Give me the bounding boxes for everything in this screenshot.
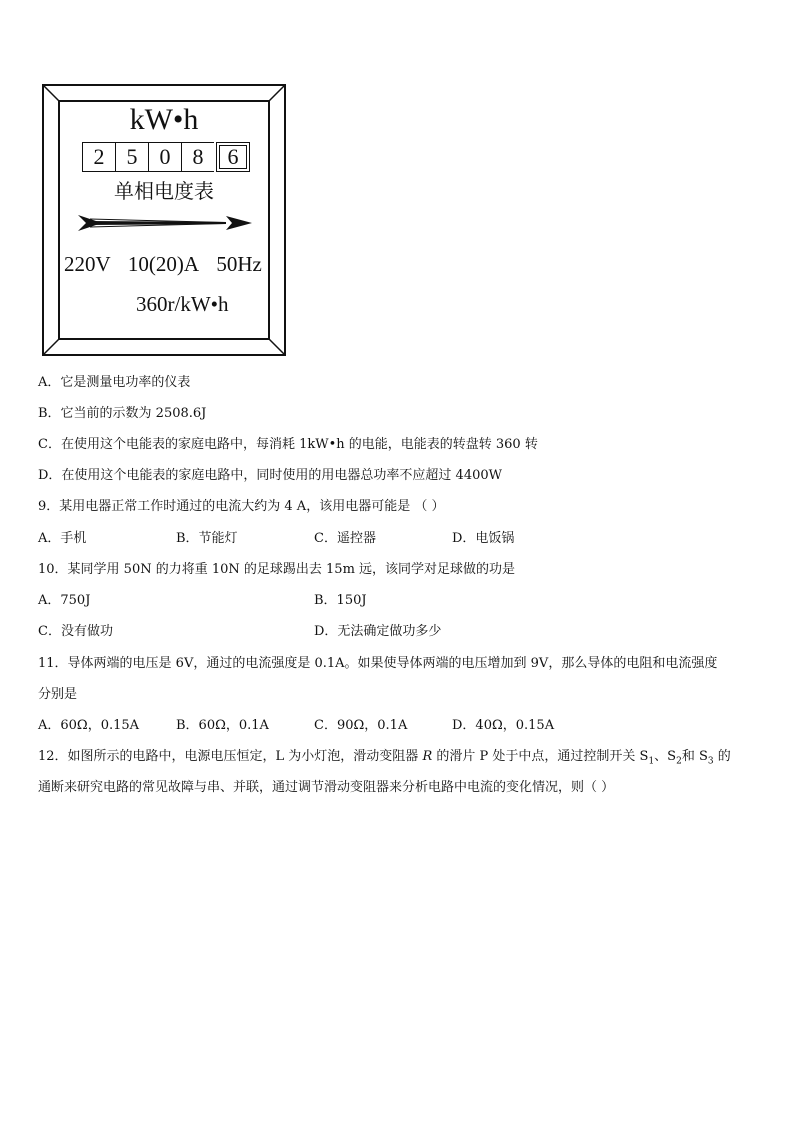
q11-stem-line2: 分别是 [38,687,78,702]
q11-option-c: C．90Ω，0.1A [314,718,408,733]
q11-stem-line1: 11．导体两端的电压是 6V，通过的电流强度是 0.1A。如果使导体两端的电压增加到 9V，那么导体的电阻和电流强度 [38,656,718,671]
q11-option-b: B．60Ω，0.1A [176,718,269,733]
meter-constant: 360r/kW•h [136,292,229,316]
meter-digit: 5 [115,142,148,172]
q12-text: 的滑片 P 处于中点，通过控制开关 S [432,749,649,764]
q8-option-c: C．在使用这个电能表的家庭电路中，每消耗 1kW•h 的电能，电能表的转盘转 360 转 [38,437,538,452]
q12-text: 、S [654,749,677,764]
q12-subscript: 1 [648,756,655,767]
q9-option-d: D．电饭锅 [452,531,515,546]
meter-type: 单相电度表 [114,179,214,203]
q12-subscript: 2 [676,756,682,767]
meter-digit: 2 [82,142,115,172]
q11-options [38,717,638,735]
q12-text: 和 S [681,749,708,764]
meter-rating [64,250,274,278]
q10-option-c: C．没有做功 [38,624,113,639]
meter-unit: kW•h [129,103,199,136]
q10-option-a: A．750J [38,593,91,608]
meter-digit: 0 [148,142,181,172]
rotation-arrow-icon [76,212,256,234]
q9-option-b: B．节能灯 [176,531,238,546]
q12-stem-line2: 通断来研究电路的常见故障与串、并联，通过调节滑动变阻器来分析电路中电流的变化情况，则（ ） [38,780,615,795]
q10-option-d: D．无法确定做功多少 [314,624,442,639]
q9-option-c: C．遥控器 [314,531,376,546]
q11-option-a: A．60Ω，0.15A [38,718,140,733]
q12-text: 的 [713,749,731,764]
q12-stem-line1 [38,748,731,766]
meter-digit-decimal: 6 [216,142,250,172]
meter-digit: 8 [181,142,214,172]
meter-reading [82,142,250,172]
q12-variable-r: R [422,749,433,764]
rated-voltage: 220V [64,252,111,276]
rated-current: 10(20)A [127,252,200,276]
rated-frequency: 50Hz [216,252,262,276]
q9-options [38,530,638,548]
q12-text: 12．如图所示的电路中，电源电压恒定，L 为小灯泡，滑动变阻器 [38,749,423,764]
q10-options-row2 [38,623,638,641]
q11-option-d: D．40Ω，0.15A [452,718,555,733]
q8-option-a: A．它是测量电功率的仪表 [38,375,191,390]
q10-stem: 10．某同学用 50N 的力将重 10N 的足球踢出去 15m 远，该同学对足球做的功是 [38,562,516,577]
q9-stem: 9．某用电器正常工作时通过的电流大约为 4 A，该用电器可能是 （ ） [38,499,445,514]
q8-option-d: D．在使用这个电能表的家庭电路中，同时使用的用电器总功率不应超过 4400W [38,468,503,483]
q10-options-row1 [38,592,638,610]
q10-option-b: B．150J [314,593,367,608]
q12-subscript: 3 [707,756,714,767]
q8-option-b: B．它当前的示数为 2508.6J [38,406,207,421]
electric-meter-figure [42,84,286,356]
q9-option-a: A．手机 [38,531,87,546]
